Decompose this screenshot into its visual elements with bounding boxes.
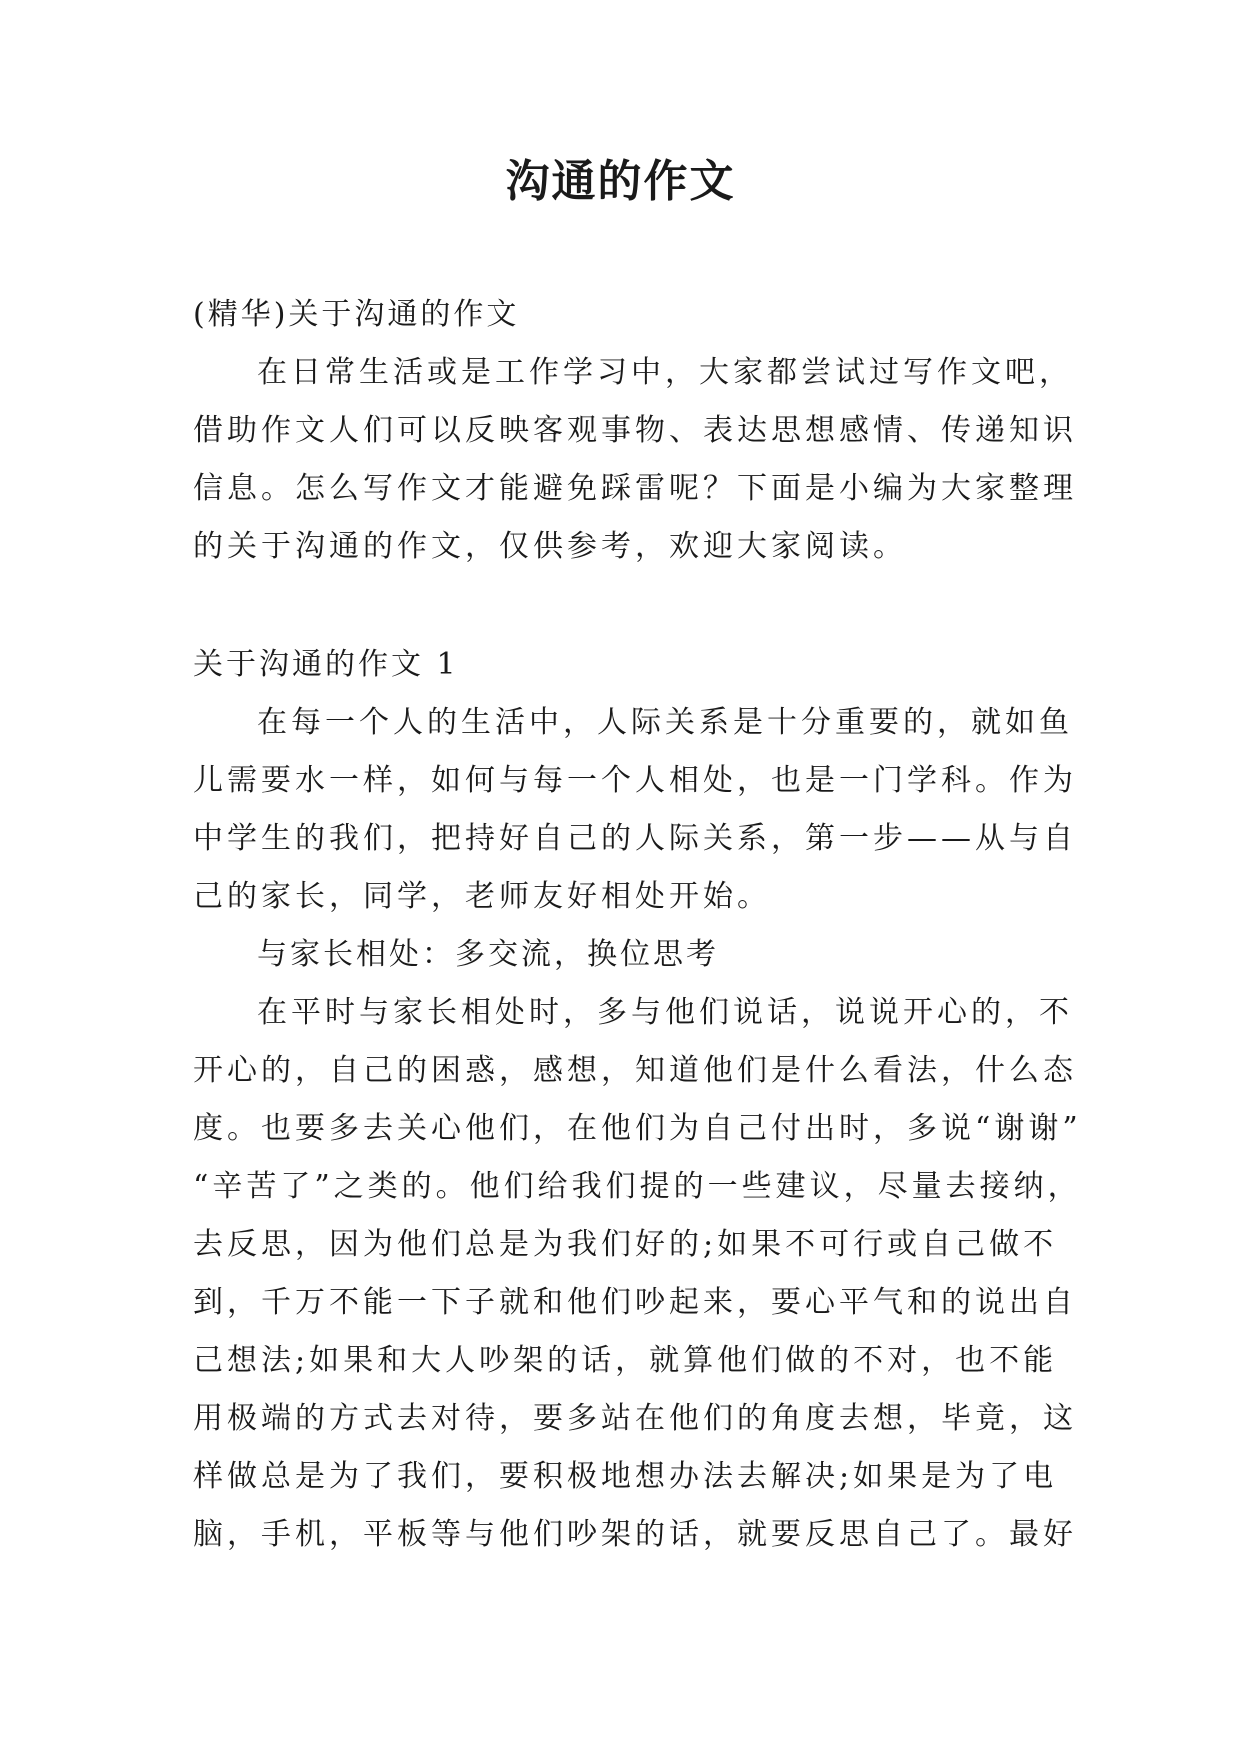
paragraph-line: 在平时与家长相处时，多与他们说话，说说开心的，不: [257, 995, 1073, 1030]
paragraph-line: 儿需要水一样，如何与每一个人相处，也是一门学科。作为: [193, 763, 1077, 798]
paragraph-line: 用极端的方式去对待，要多站在他们的角度去想，毕竟，这: [193, 1401, 1077, 1436]
document-subtitle: (精华)关于沟通的作文: [193, 297, 520, 332]
document-title: 沟通的作文: [505, 156, 736, 207]
paragraph-line: 在每一个人的生活中，人际关系是十分重要的，就如鱼: [257, 705, 1073, 740]
paragraph-line: 到，千万不能一下子就和他们吵起来，要心平气和的说出自: [193, 1285, 1077, 1320]
paragraph-line: 脑，手机，平板等与他们吵架的话，就要反思自己了。最好: [193, 1517, 1077, 1552]
section-heading: 关于沟通的作文 1: [193, 647, 459, 682]
paragraph-line: 度。也要多去关心他们，在他们为自己付出时，多说“谢谢”: [193, 1111, 1082, 1146]
intro-line: 的关于沟通的作文，仅供参考，欢迎大家阅读。: [193, 529, 907, 564]
intro-line: 借助作文人们可以反映客观事物、表达思想感情、传递知识: [193, 413, 1077, 448]
document-body: [193, 286, 1082, 1564]
spacer: [193, 576, 1053, 636]
paragraph-line: 中学生的我们，把持好自己的人际关系，第一步——从与自: [193, 821, 1077, 856]
paragraph-line: “辛苦了”之类的。他们给我们提的一些建议，尽量去接纳，: [193, 1169, 1082, 1204]
paragraph-line: 开心的，自己的困惑，感想，知道他们是什么看法，什么态: [193, 1053, 1077, 1088]
paragraph-line: 样做总是为了我们，要积极地想办法去解决;如果是为了电: [193, 1459, 1058, 1494]
paragraph-line: 己的家长，同学，老师友好相处开始。: [193, 879, 771, 914]
intro-line: 信息。怎么写作文才能避免踩雷呢？下面是小编为大家整理: [193, 471, 1077, 506]
paragraph-line: 己想法;如果和大人吵架的话，就算他们做的不对，也不能: [193, 1343, 1058, 1378]
paragraph-subheading: 与家长相处：多交流，换位思考: [257, 937, 719, 972]
intro-line: 在日常生活或是工作学习中，大家都尝试过写作文吧，: [257, 355, 1073, 390]
paragraph-line: 去反思，因为他们总是为我们好的;如果不可行或自己做不: [193, 1227, 1058, 1262]
